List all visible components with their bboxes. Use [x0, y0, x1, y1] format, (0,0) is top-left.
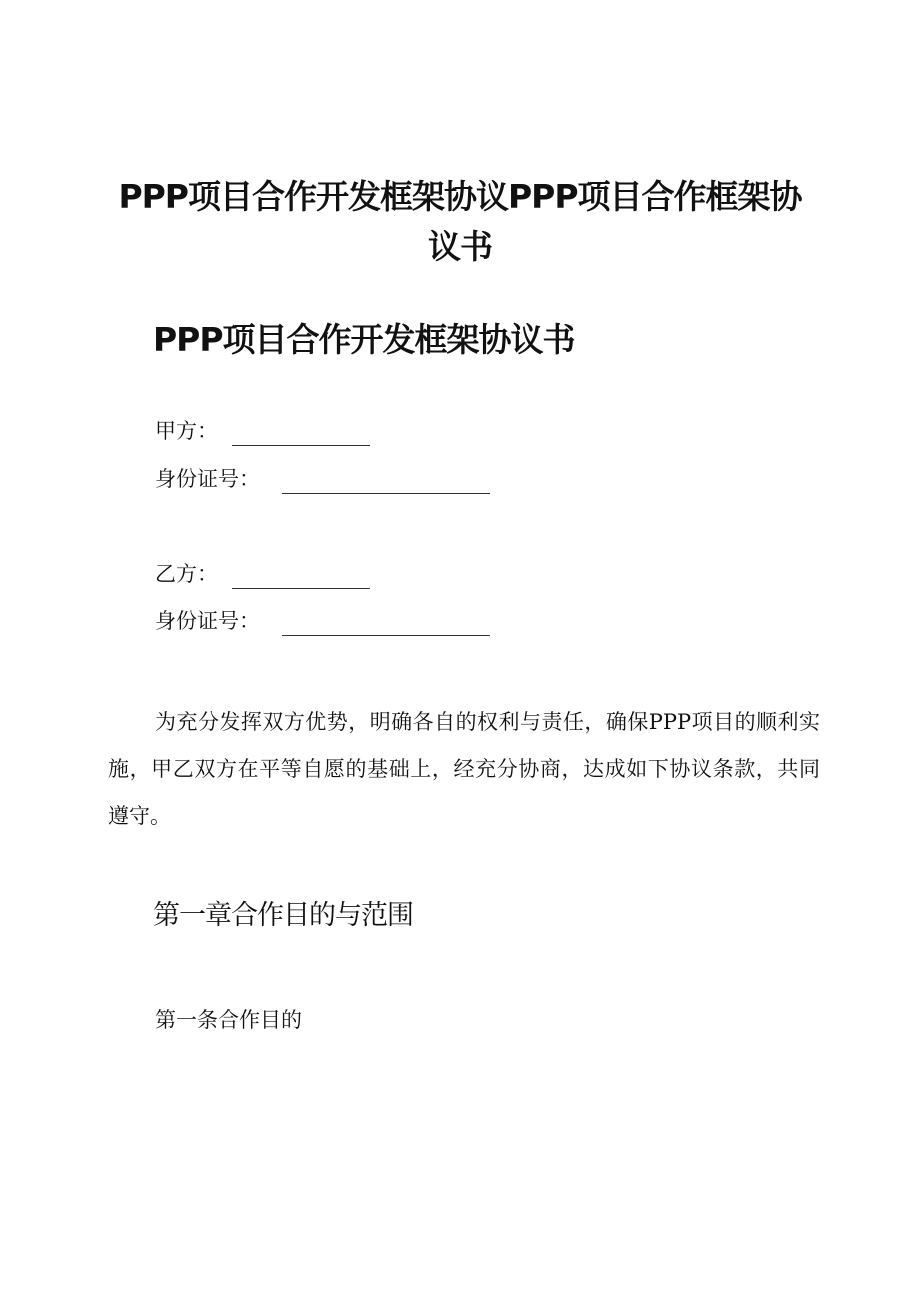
document-title: PPP项目合作开发框架协议PPP项目合作框架协议书	[118, 177, 802, 266]
party-b-field	[155, 559, 370, 589]
party-a-field	[155, 416, 370, 446]
party-a-id-field	[155, 464, 490, 494]
party-b-id-label: 身份证号：	[155, 609, 260, 633]
intro-paragraph: 为充分发挥双方优势，明确各自的权利与责任，确保PPP项目的顺利实施，甲乙双方在平等自愿的基础上，经充分协商，达成如下协议条款，共同遵守。	[108, 710, 820, 828]
article-heading: 第一条合作目的	[155, 1008, 302, 1032]
party-a-blank-line	[232, 423, 370, 446]
party-a-id-label: 身份证号：	[155, 467, 260, 491]
party-b-blank-line	[232, 566, 370, 589]
party-b-id-blank-line	[282, 613, 490, 636]
party-a-id-blank-line	[282, 471, 490, 494]
party-a-label: 甲方：	[155, 419, 218, 443]
party-b-id-field	[155, 606, 490, 636]
chapter-heading: 第一章合作目的与范围	[153, 900, 413, 931]
agreement-heading: PPP项目合作开发框架协议书	[153, 320, 575, 359]
party-b-label: 乙方：	[155, 562, 218, 586]
